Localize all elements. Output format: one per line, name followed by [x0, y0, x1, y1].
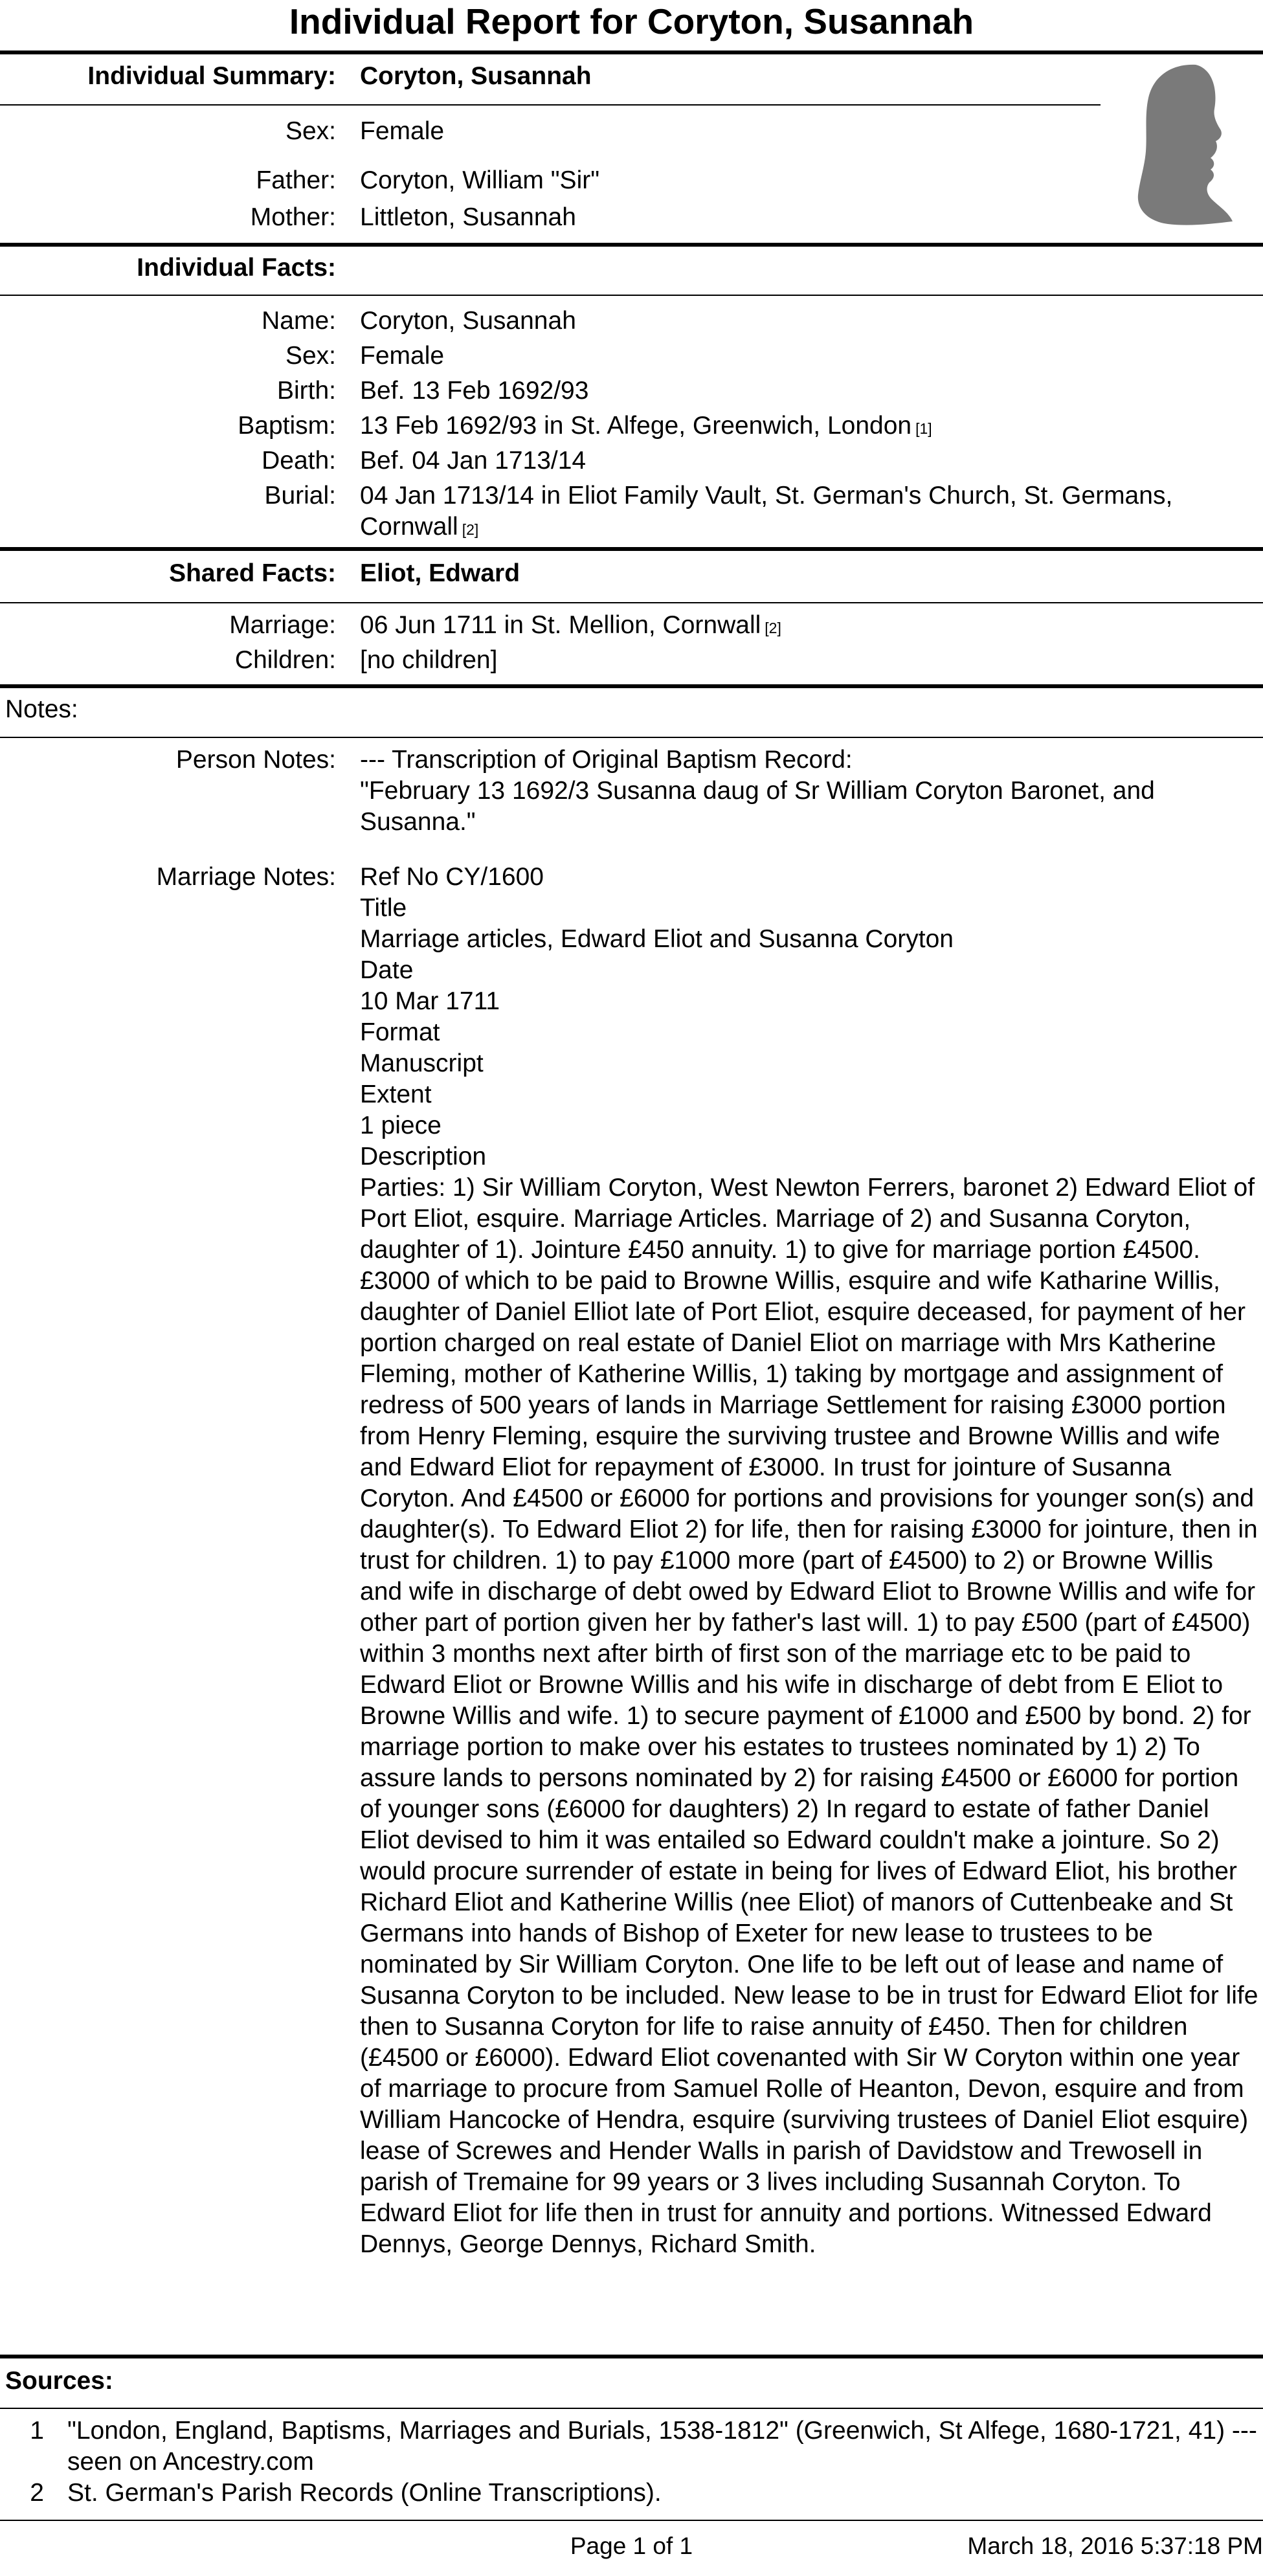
citation-marker: [2] — [462, 521, 479, 538]
fact-label: Death: — [262, 447, 336, 475]
note-line: "February 13 1692/3 Susanna daug of Sr William Coryton Baronet, and Susanna." — [360, 777, 1155, 836]
source-text: "London, England, Baptisms, Marriages and Burials, 1538-1812" (Greenwich, St Alfege, 1680-1721, 41) --- seen on Ancestry.com — [67, 2417, 1257, 2476]
note-line: Title — [360, 894, 407, 922]
note-line: 10 Mar 1711 — [360, 987, 500, 1015]
notes-label: Notes: — [5, 695, 78, 723]
person-notes-text — [360, 745, 1260, 838]
fact-label: Burial: — [264, 482, 336, 510]
divider — [0, 2355, 1263, 2358]
fact-value: Coryton, Susannah — [360, 307, 576, 335]
summary-sex-label: Sex: — [285, 117, 336, 145]
divider — [0, 243, 1263, 247]
divider — [0, 2408, 1263, 2409]
children-value: [no children] — [360, 646, 498, 674]
note-line: Description — [360, 1143, 487, 1170]
marriage-notes-text — [360, 862, 1260, 2260]
marriage-description: Parties: 1) Sir William Coryton, West Newton Ferrers, baronet 2) Edward Eliot of Port Eliot, esquire. Marriage Articles. Marriage of 2) and Susanna Coryton, daughter of 1). Jointure £450 annuity. 1) to give for marriage portion £4500. £3000 of which to be paid to Browne Willis, esquire and wife Katharine Willis, daughter of Daniel Elliot late of Port Eliot, esquire deceased, for payment of her portion charged on real estate of Daniel Eliot on marriage with Mrs Katherine Fleming, mother of Katherine Willis, 1) taking by mortgage and assignment of redress of 500 years of lands in Marriage Settlement for raising £3000 portion from Henry Fleming, esquire the surviving trustee and Browne Willis and wife and Edward Eliot for repayment of £3000. In trust for jointure of Susanna Coryton. And £4500 or £6000 for portions and provisions for younger son(s) and daughter(s). To Edward Eliot 2) for life, then for raising £3000 for jointure, then in trust for children. 1) to pay £1000 more (part of £4500) to 2) or Browne Willis and wife in discharge of debt owed by Edward Eliot to Browne Willis and wife for other part of portion given her by father's last will. 1) to pay £500 (part of £4500) within 3 months next after birth of first son of the marriage etc to be paid to Edward Eliot or Browne Willis and his wife in discharge of debt from E Eliot to Browne Willis and wife. 1) to secure payment of £1000 and £500 by bond. 2) for marriage portion to make over his estates to trustees nominated by 1) 2) To assure lands to persons nominated by 2) for raising £4500 or £6000 for portion of younger sons (£6000 for daughters) 2) In regard to estate of father Daniel Eliot devised to him it was entailed so Edward couldn't make a jointure. So 2) would procure surrender of estate in being for lives of Edward Eliot, his brother Richard Eliot and Katherine Willis (nee Eliot) of manors of Cuttenbeake and St Germans into hands of Bishop of Exeter for new lease to trustees to be nominated by Sir William Coryton. One life to be left out of lease and name of Susanna Coryton to be included. New lease to be in trust for Edward Eliot for life then to Susanna Coryton for life to raise annuity of £450. Then for children (£4500 or £6000). Edward Eliot covenanted with Sir W Coryton within one year of marriage to procure from Samuel Rolle of Heanton, Devon, esquire and from William Hancocke of Hendra, esquire (surviving trustees of Daniel Eliot esquire) lease of Screwes and Hender Walls in parish of Davidstow and Trewosell in parish of Tremaine for 99 years or 3 lives including Susannah Coryton. To Edward Eliot for life then in trust for annuity and portions. Witnessed Edward Dennys, George Dennys, Richard Smith. — [360, 1174, 1258, 2258]
summary-mother-label: Mother: — [250, 203, 336, 231]
source-number: 1 — [30, 2417, 44, 2445]
divider — [0, 547, 1263, 551]
fact-label: Birth: — [276, 377, 336, 405]
divider — [0, 684, 1263, 688]
note-line: Date — [360, 956, 414, 984]
fact-label: Name: — [262, 307, 336, 335]
marriage-notes-label: Marriage Notes: — [156, 863, 336, 891]
source-number: 2 — [30, 2479, 44, 2507]
note-line: Ref No CY/1600 — [360, 863, 544, 891]
fact-value: Female — [360, 342, 445, 370]
marriage-value: 06 Jun 1711 in St. Mellion, Cornwall [2] — [360, 611, 781, 639]
report-title: Individual Report for Coryton, Susannah — [289, 1, 974, 41]
person-notes-label: Person Notes: — [175, 746, 336, 774]
summary-sex: Female — [360, 117, 445, 145]
fact-label: Sex: — [285, 342, 336, 370]
fact-value: Bef. 13 Feb 1692/93 — [360, 377, 589, 405]
divider — [0, 602, 1263, 603]
divider — [0, 104, 1101, 106]
children-label: Children: — [234, 646, 336, 674]
summary-name: Coryton, Susannah — [360, 62, 592, 90]
note-line: Marriage articles, Edward Eliot and Susanna Coryton — [360, 925, 954, 953]
divider — [0, 2520, 1263, 2521]
citation-marker: [2] — [765, 620, 781, 636]
fact-value: Bef. 04 Jan 1713/14 — [360, 447, 587, 475]
note-line: Format — [360, 1018, 440, 1046]
divider — [0, 295, 1263, 296]
summary-father: Coryton, William "Sir" — [360, 166, 600, 194]
citation-marker: [1] — [915, 420, 932, 437]
marriage-label: Marriage: — [229, 611, 336, 639]
note-line: Manuscript — [360, 1049, 484, 1077]
summary-mother: Littleton, Susannah — [360, 203, 576, 231]
summary-father-label: Father: — [256, 166, 336, 194]
shared-facts-label: Shared Facts: — [169, 559, 336, 587]
sources-label: Sources: — [5, 2367, 113, 2395]
note-line: Extent — [360, 1081, 432, 1108]
facts-label: Individual Facts: — [137, 254, 336, 282]
divider — [0, 737, 1263, 738]
fact-label: Baptism: — [238, 412, 336, 440]
note-line: 1 piece — [360, 1112, 441, 1139]
fact-value: 13 Feb 1692/93 in St. Alfege, Greenwich, London [1] — [360, 412, 932, 440]
summary-label: Individual Summary: — [87, 62, 336, 90]
source-text: St. German's Parish Records (Online Transcriptions). — [67, 2479, 662, 2507]
print-timestamp: March 18, 2016 5:37:18 PM — [967, 2533, 1263, 2559]
page-number: Page 1 of 1 — [570, 2533, 693, 2559]
female-silhouette-icon — [1134, 62, 1240, 227]
note-line: --- Transcription of Original Baptism Record: — [360, 746, 853, 774]
divider — [0, 50, 1263, 54]
spouse-name: Eliot, Edward — [360, 559, 520, 587]
fact-value: 04 Jan 1713/14 in Eliot Family Vault, St. German's Church, St. Germans, Cornwall [2] — [360, 482, 1173, 541]
